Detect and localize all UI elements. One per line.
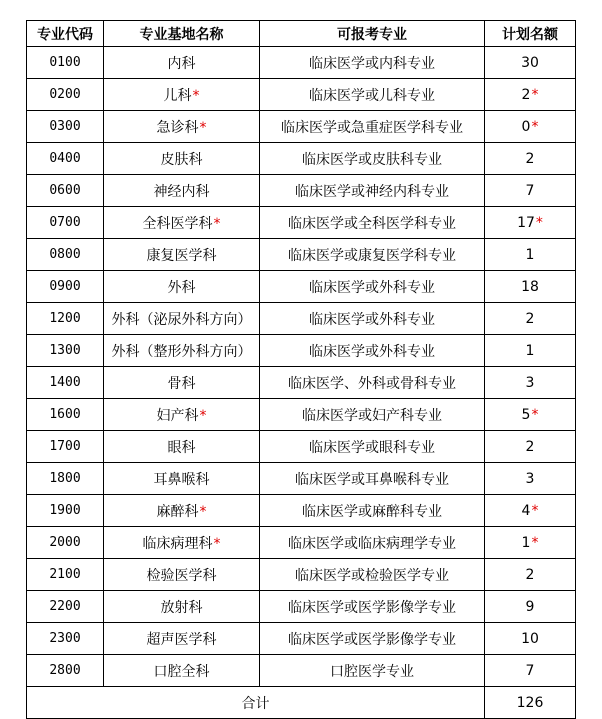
cell-quota bbox=[485, 463, 576, 495]
cell-major: 临床医学或急重症医学科专业 bbox=[260, 111, 485, 143]
cell-quota bbox=[485, 367, 576, 399]
asterisk-mark: * bbox=[531, 406, 539, 423]
cell-base bbox=[104, 239, 260, 271]
table-row bbox=[27, 495, 576, 527]
total-label: 合计 bbox=[27, 687, 485, 719]
cell-major: 临床医学或临床病理学专业 bbox=[260, 527, 485, 559]
cell-major: 临床医学或耳鼻喉科专业 bbox=[260, 463, 485, 495]
base-name: 超声医学科 bbox=[146, 631, 217, 648]
cell-major: 临床医学或外科专业 bbox=[260, 335, 485, 367]
base-name: 外科（泌尿外科方向） bbox=[111, 311, 252, 328]
base-name: 妇产科 bbox=[156, 407, 199, 424]
table-row bbox=[27, 367, 576, 399]
cell-major: 临床医学或外科专业 bbox=[260, 271, 485, 303]
cell-code: 0400 bbox=[27, 143, 104, 175]
cell-code: 2000 bbox=[27, 527, 104, 559]
asterisk-mark: * bbox=[199, 407, 207, 424]
cell-base bbox=[104, 623, 260, 655]
table-row bbox=[27, 655, 576, 687]
quota-value: 4 bbox=[521, 502, 531, 519]
table-row bbox=[27, 79, 576, 111]
cell-code: 2200 bbox=[27, 591, 104, 623]
cell-base bbox=[104, 303, 260, 335]
table-row bbox=[27, 303, 576, 335]
asterisk-mark: * bbox=[531, 118, 539, 135]
asterisk-mark: * bbox=[213, 215, 221, 232]
table-row bbox=[27, 463, 576, 495]
header-base: 专业基地名称 bbox=[104, 21, 260, 47]
cell-quota bbox=[485, 559, 576, 591]
cell-base bbox=[104, 143, 260, 175]
cell-quota bbox=[485, 207, 576, 239]
cell-major: 临床医学或儿科专业 bbox=[260, 79, 485, 111]
cell-code: 0300 bbox=[27, 111, 104, 143]
cell-base bbox=[104, 47, 260, 79]
cell-base bbox=[104, 463, 260, 495]
quota-value: 18 bbox=[521, 278, 539, 295]
asterisk-mark: * bbox=[531, 502, 539, 519]
cell-major: 临床医学或神经内科专业 bbox=[260, 175, 485, 207]
base-name: 外科（整形外科方向） bbox=[111, 343, 252, 360]
quota-value: 1 bbox=[525, 246, 535, 263]
cell-major: 临床医学或检验医学专业 bbox=[260, 559, 485, 591]
cell-major: 临床医学、外科或骨科专业 bbox=[260, 367, 485, 399]
cell-base bbox=[104, 335, 260, 367]
quota-value: 0 bbox=[521, 118, 531, 135]
quota-value: 2 bbox=[525, 566, 535, 583]
cell-quota bbox=[485, 527, 576, 559]
base-name: 皮肤科 bbox=[160, 151, 203, 168]
header-quota: 计划名额 bbox=[485, 21, 576, 47]
cell-quota bbox=[485, 47, 576, 79]
quota-value: 2 bbox=[525, 150, 535, 167]
cell-quota bbox=[485, 431, 576, 463]
quota-value: 17 bbox=[517, 214, 535, 231]
quota-value: 3 bbox=[525, 470, 535, 487]
asterisk-mark: * bbox=[531, 86, 539, 103]
cell-major: 临床医学或康复医学科专业 bbox=[260, 239, 485, 271]
asterisk-mark: * bbox=[192, 87, 200, 104]
cell-base bbox=[104, 527, 260, 559]
base-name: 放射科 bbox=[160, 599, 203, 616]
base-name: 临床病理科 bbox=[142, 535, 213, 552]
base-name: 麻醉科 bbox=[156, 503, 199, 520]
cell-code: 2800 bbox=[27, 655, 104, 687]
base-name: 神经内科 bbox=[153, 183, 210, 200]
cell-quota bbox=[485, 655, 576, 687]
cell-code: 0100 bbox=[27, 47, 104, 79]
header-row bbox=[27, 21, 576, 47]
cell-base bbox=[104, 655, 260, 687]
table-row bbox=[27, 111, 576, 143]
cell-quota bbox=[485, 303, 576, 335]
base-name: 外科 bbox=[167, 279, 196, 296]
cell-quota bbox=[485, 591, 576, 623]
cell-major: 临床医学或妇产科专业 bbox=[260, 399, 485, 431]
cell-quota bbox=[485, 271, 576, 303]
quota-value: 2 bbox=[525, 438, 535, 455]
cell-quota bbox=[485, 623, 576, 655]
table-row bbox=[27, 47, 576, 79]
cell-base bbox=[104, 111, 260, 143]
table-body bbox=[27, 47, 576, 687]
base-name: 内科 bbox=[167, 55, 196, 72]
cell-code: 2100 bbox=[27, 559, 104, 591]
total-value: 126 bbox=[485, 687, 576, 719]
table-row bbox=[27, 431, 576, 463]
cell-code: 0600 bbox=[27, 175, 104, 207]
cell-quota bbox=[485, 495, 576, 527]
base-name: 眼科 bbox=[167, 439, 196, 456]
table-row bbox=[27, 527, 576, 559]
cell-code: 2300 bbox=[27, 623, 104, 655]
table-row bbox=[27, 559, 576, 591]
cell-code: 1200 bbox=[27, 303, 104, 335]
header-major: 可报考专业 bbox=[260, 21, 485, 47]
table-row bbox=[27, 207, 576, 239]
quota-value: 30 bbox=[521, 54, 539, 71]
cell-base bbox=[104, 495, 260, 527]
cell-base bbox=[104, 271, 260, 303]
cell-code: 1400 bbox=[27, 367, 104, 399]
cell-code: 1800 bbox=[27, 463, 104, 495]
cell-base bbox=[104, 79, 260, 111]
total-row bbox=[27, 687, 576, 719]
asterisk-mark: * bbox=[213, 535, 221, 552]
cell-quota bbox=[485, 399, 576, 431]
table-row bbox=[27, 399, 576, 431]
cell-base bbox=[104, 591, 260, 623]
base-name: 骨科 bbox=[167, 375, 196, 392]
base-name: 耳鼻喉科 bbox=[153, 471, 210, 488]
cell-major: 临床医学或内科专业 bbox=[260, 47, 485, 79]
quota-value: 2 bbox=[525, 310, 535, 327]
quota-value: 1 bbox=[525, 342, 535, 359]
cell-code: 1300 bbox=[27, 335, 104, 367]
cell-major: 临床医学或医学影像学专业 bbox=[260, 591, 485, 623]
quota-value: 10 bbox=[521, 630, 539, 647]
quota-value: 1 bbox=[521, 534, 531, 551]
cell-major: 临床医学或麻醉科专业 bbox=[260, 495, 485, 527]
asterisk-mark: * bbox=[531, 534, 539, 551]
cell-quota bbox=[485, 175, 576, 207]
cell-major: 临床医学或医学影像学专业 bbox=[260, 623, 485, 655]
cell-major: 口腔医学专业 bbox=[260, 655, 485, 687]
table-row bbox=[27, 591, 576, 623]
cell-base bbox=[104, 175, 260, 207]
cell-code: 1900 bbox=[27, 495, 104, 527]
table-row bbox=[27, 143, 576, 175]
cell-major: 临床医学或皮肤科专业 bbox=[260, 143, 485, 175]
cell-quota bbox=[485, 111, 576, 143]
table-row bbox=[27, 623, 576, 655]
base-name: 儿科 bbox=[163, 87, 192, 104]
quota-value: 7 bbox=[525, 182, 535, 199]
quota-value: 5 bbox=[521, 406, 531, 423]
cell-base bbox=[104, 367, 260, 399]
cell-code: 0800 bbox=[27, 239, 104, 271]
cell-base bbox=[104, 559, 260, 591]
cell-major: 临床医学或外科专业 bbox=[260, 303, 485, 335]
asterisk-mark: * bbox=[199, 119, 207, 136]
base-name: 口腔全科 bbox=[153, 663, 210, 680]
base-name: 全科医学科 bbox=[142, 215, 213, 232]
base-name: 康复医学科 bbox=[146, 247, 217, 264]
table-row bbox=[27, 175, 576, 207]
asterisk-mark: * bbox=[199, 503, 207, 520]
cell-quota bbox=[485, 335, 576, 367]
cell-code: 1600 bbox=[27, 399, 104, 431]
quota-value: 7 bbox=[525, 662, 535, 679]
base-name: 检验医学科 bbox=[146, 567, 217, 584]
cell-major: 临床医学或全科医学科专业 bbox=[260, 207, 485, 239]
cell-quota bbox=[485, 143, 576, 175]
cell-code: 1700 bbox=[27, 431, 104, 463]
cell-code: 0900 bbox=[27, 271, 104, 303]
cell-major: 临床医学或眼科专业 bbox=[260, 431, 485, 463]
table-row bbox=[27, 271, 576, 303]
table-row bbox=[27, 239, 576, 271]
table-row bbox=[27, 335, 576, 367]
quota-table bbox=[26, 20, 576, 719]
quota-value: 2 bbox=[521, 86, 531, 103]
quota-value: 9 bbox=[525, 598, 535, 615]
cell-code: 0200 bbox=[27, 79, 104, 111]
cell-code: 0700 bbox=[27, 207, 104, 239]
quota-value: 3 bbox=[525, 374, 535, 391]
header-code: 专业代码 bbox=[27, 21, 104, 47]
cell-base bbox=[104, 207, 260, 239]
asterisk-mark: * bbox=[535, 214, 543, 231]
cell-quota bbox=[485, 79, 576, 111]
cell-base bbox=[104, 399, 260, 431]
cell-base bbox=[104, 431, 260, 463]
cell-quota bbox=[485, 239, 576, 271]
base-name: 急诊科 bbox=[156, 119, 199, 136]
